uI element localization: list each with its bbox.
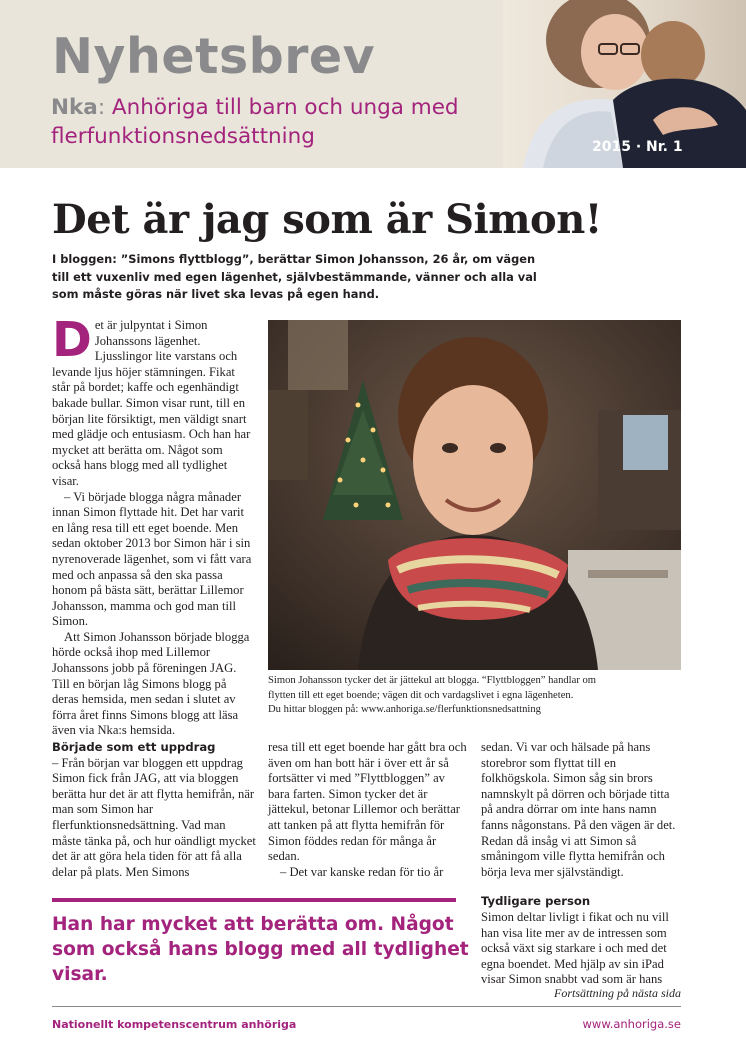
photo-caption [268,674,681,718]
continued-note: Fortsättning på nästa sida [553,986,681,1000]
column-3-paragraph-1: sedan. Vi var och hälsade på hans storebror som flyttat till en folkhögskola. Simon såg sin brors namnskylt på dörren och började titta på andra dörrar om inte hans namn fanns någonstans. På den vägen är det. Redan då insåg vi att Simon så småningom ville flytta hemifrån och börja leva mer självständigt. [481,740,676,879]
newsletter-title: Nyhetsbrev [52,28,376,85]
column-2-paragraph-1: resa till ett eget boende har gått bra och även om han bott här i över ett år så fortsätter vi med ”Flyttbloggen” av bara farten. Simon tycker det är jättekul, betonar Lillemor och berättar att tanken på att flytta hemifrån för Simon föddes redan för många år sedan. [268,740,467,864]
article-headline: Det är jag som är Simon! [52,196,602,243]
caption-line: flytten till ett eget boende; vägen dit och vardagslivet i egna lägenheten. [268,689,574,701]
photo-simon-johansson [268,320,681,670]
masthead [0,0,746,168]
footer-divider [52,1006,681,1007]
intro-paragraph-2: – Vi började blogga några månader innan Simon flyttade hit. Det har varit en lång resa till ett eget boende. Men sedan oktober 2013 bor Simon här i sin nyrenoverade lägenhet, som vi fått vara med och anpassa så den ska passa honom på bästa sätt, berättar Lillemor Johansson, mamma och god man till Simon. [52,489,252,629]
column-2-paragraph-2: – Det var kanske redan för tio år [280,864,444,879]
subtitle-text: Anhöriga till barn och unga med flerfunktionsnedsättning [51,95,459,149]
intro-paragraph-1 [52,312,252,490]
intro-paragraph-3: Att Simon Johansson började blogga hörde också ihop med Lillemor Johanssons jobb på föreningen JAG. Till en början låg Simons blogg på deras hemsida, men sedan i slutet av förra året finns Simons blogg att läsa även via Nka:s hemsida. [52,629,250,738]
pull-quote-rule [52,898,456,902]
column-1 [52,740,257,880]
subtitle-separator: : [97,95,106,120]
caption-line: Simon Johansson tycker det är jättekul att blogga. “Flyttbloggen” handlar om [268,675,597,686]
footer-website-link[interactable]: www.anhoriga.se [582,1017,681,1031]
article-lead: I bloggen: ”Simons flyttblogg”, berättar Simon Johansson, 26 år, om vägen till ett vuxenliv med egen lägenhet, självbestämmande, vänner och alla val som måste göras när livet ska levas på egen hand. [52,252,537,301]
column-3 [481,740,681,988]
drop-cap: D [52,312,92,368]
newsletter-subtitle [51,93,521,151]
intro-column [52,312,252,739]
issue-number: 2015 · Nr. 1 [592,139,683,155]
footer-organization: Nationellt kompetenscentrum anhöriga [52,1018,297,1031]
section-2-paragraph: Simon deltar livligt i fikat och nu vill han visa lite mer av de intressen som också växt sig starkare i och med det egna boendet. Med hjälp av sin iPad visar Simon snabbt vad som är hans [481,909,669,987]
section-1-paragraph: – Från början var bloggen ett uppdrag Simon fick från JAG, att via bloggen berätta hur det är att flytta hemifrån, när man som Simon har flerfunktionsnedsättning. Vad man måste tänka på, och hur oändligt mycket det är att göra hela tiden för att få alla delar på plats. Men Simons [52,755,256,879]
column-2 [268,740,468,880]
section-heading: Började som ett uppdrag [52,740,216,754]
caption-line: Du hittar bloggen på: www.anhoriga.se/flerfunktionsnedsattning [268,704,541,715]
intro-paragraph-1-text: et är julpyntat i Simon Johanssons lägenhet. Ljusslingor lite varstans och levande ljus höjer stämningen. Fikat står på bordet; kaffe och egenhändigt bakade bullar. Simon visar runt, till en början lite försiktigt, men väldigt snart med glädje och entusiasm. Och han har mycket att berätta om. Något som också hans blogg med all tydlighet visar. [52,318,251,488]
org-short-name: Nka [51,95,98,120]
pull-quote: Han har mycket att berätta om. Något som också hans blogg med all tydlighet visar. [52,914,469,985]
section-heading: Tydligare person [481,894,591,909]
